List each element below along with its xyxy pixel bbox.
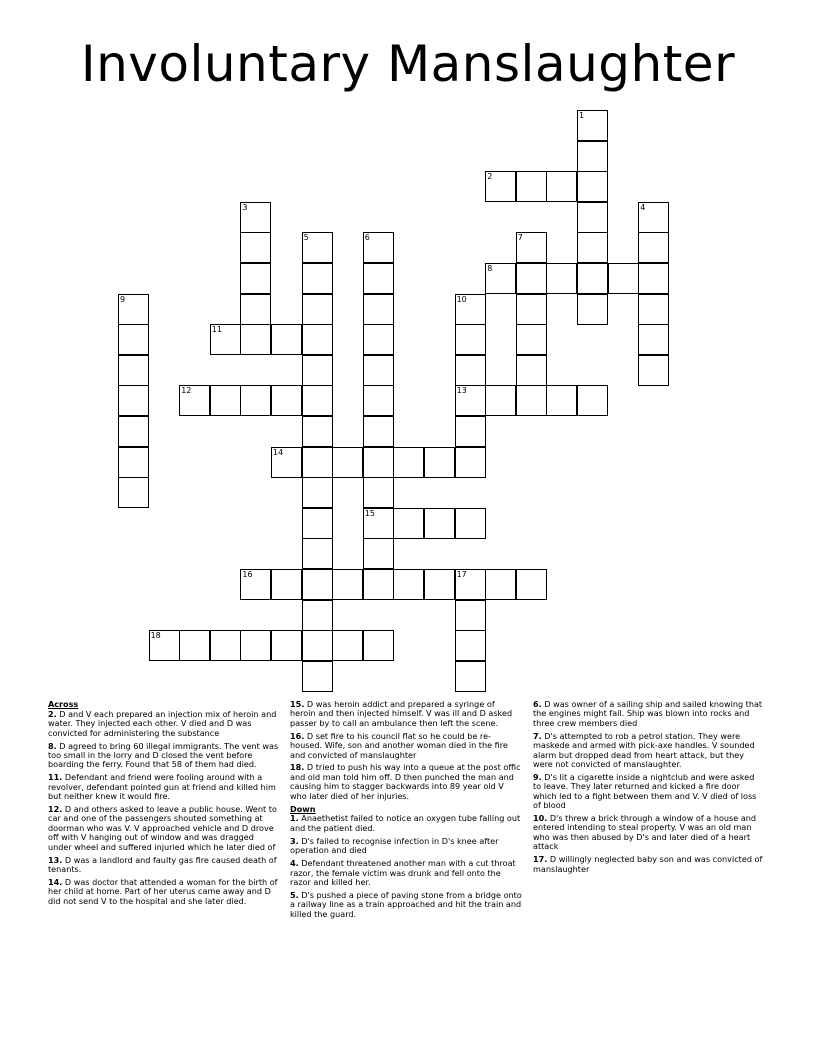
clue-number-label: 10. (533, 812, 548, 823)
clue-text: Defendant threatened another man with a cut throat razor, the female victim was drunk and fell onto the razor and killed her. (290, 858, 516, 887)
clue-column-1 (48, 700, 280, 910)
grid-cell[interactable] (455, 600, 486, 631)
clue-text: D's threw a brick through a window of a house and entered intending to steal property. V was an old man who was then abused by D's and later died of a heart attack (533, 812, 757, 852)
grid-cell[interactable] (577, 263, 608, 294)
grid-cell[interactable] (332, 569, 363, 600)
grid-cell[interactable] (240, 263, 271, 294)
clue-number: 4 (640, 202, 646, 212)
grid-cell[interactable] (424, 508, 455, 539)
clue-text: D was a landlord and faulty gas fire caused death of tenants. (48, 854, 277, 874)
grid-cell[interactable] (118, 355, 149, 386)
grid-cell[interactable] (577, 232, 608, 263)
grid-cell[interactable] (332, 447, 363, 478)
grid-cell[interactable] (271, 569, 302, 600)
clue-text: D willingly neglected baby son and was convicted of manslaughter (533, 854, 763, 874)
grid-cell[interactable] (455, 508, 486, 539)
grid-cell[interactable] (302, 569, 333, 600)
down-header: Down (290, 803, 316, 814)
clue-number-label: 13. (48, 854, 63, 865)
grid-cell[interactable] (240, 385, 271, 416)
grid-cell[interactable] (302, 324, 333, 355)
clue-number-label: 17. (533, 854, 548, 865)
clue-text: D set fire to his council flat so he could be re-housed. Wife, son and another woman died in the fire and convicted of manslaughter (290, 730, 508, 760)
clue-number: 6 (364, 233, 370, 243)
grid-cell[interactable] (577, 171, 608, 202)
across-clue (290, 732, 522, 760)
grid-cell[interactable] (546, 385, 577, 416)
clue-number: 13 (456, 386, 467, 396)
across-clue (48, 710, 280, 738)
clue-number-label: 11. (48, 772, 63, 783)
down-clue (290, 814, 522, 833)
grid-cell[interactable] (210, 385, 241, 416)
grid-cell[interactable] (638, 294, 669, 325)
clue-number-label: 6. (533, 699, 542, 709)
grid-cell[interactable] (424, 569, 455, 600)
grid-cell[interactable] (363, 630, 394, 661)
grid-cell[interactable] (271, 324, 302, 355)
grid-cell[interactable] (302, 600, 333, 631)
down-clue (533, 700, 765, 728)
grid-cell[interactable] (363, 294, 394, 325)
grid-cell[interactable] (393, 447, 424, 478)
grid-cell[interactable] (302, 294, 333, 325)
down-clue (290, 891, 522, 919)
down-clue (533, 732, 765, 770)
clue-text: D and others asked to leave a public house. Went to car and one of the passengers shouted something at doorman who was V. V approached vehicle and D drove off with V hanging out of window and was dragged under wheel and suffered injuried which he later died of (48, 804, 277, 852)
clue-number-label: 4. (290, 858, 299, 869)
across-clue (48, 856, 280, 875)
clue-text: D's lit a cigarette inside a nightclub and were asked to leave. They later returned and kicked a fire door which led to a fight between them and V. V died of loss of blood (533, 771, 757, 811)
grid-cell[interactable] (455, 661, 486, 692)
grid-cell[interactable] (516, 263, 547, 294)
grid-cell[interactable] (638, 324, 669, 355)
grid-cell[interactable] (363, 355, 394, 386)
grid-cell[interactable] (638, 232, 669, 263)
grid-cell[interactable] (118, 477, 149, 508)
clue-number: 8 (487, 264, 493, 273)
clue-number: 10 (456, 294, 467, 304)
grid-cell[interactable] (179, 630, 210, 661)
grid-cell[interactable] (363, 447, 394, 478)
grid-cell[interactable] (638, 263, 669, 294)
grid-cell[interactable] (302, 447, 333, 478)
grid-cell[interactable] (363, 263, 394, 294)
grid-cell[interactable] (271, 385, 302, 416)
grid-cell[interactable] (455, 630, 486, 661)
clue-number: 18 (150, 631, 161, 641)
grid-cell[interactable] (485, 385, 516, 416)
clue-number-label: 8. (48, 740, 57, 751)
grid-cell[interactable] (516, 355, 547, 386)
grid-cell[interactable] (271, 630, 302, 661)
grid-cell[interactable] (363, 385, 394, 416)
grid-cell[interactable] (516, 294, 547, 325)
clue-number: 7 (517, 233, 523, 243)
clue-number-label: 12. (48, 804, 63, 815)
clue-text: D's pushed a piece of paving stone from a bridge onto a railway line as a train approached and hit the train and killed the guard. (290, 889, 522, 919)
grid-cell[interactable] (240, 630, 271, 661)
grid-cell[interactable] (118, 324, 149, 355)
clue-number: 15 (364, 508, 375, 518)
clue-number-label: 14. (48, 876, 63, 887)
clue-number: 9 (120, 294, 126, 304)
grid-cell[interactable] (638, 355, 669, 386)
grid-cell[interactable] (302, 355, 333, 386)
down-clue (533, 855, 765, 874)
grid-cell[interactable] (363, 477, 394, 508)
grid-cell[interactable] (546, 171, 577, 202)
clue-text: Defendant and friend were fooling around with a revolver, defendant pointed gun at friend and killed him but neither knew it would fire. (48, 772, 276, 802)
across-clue (290, 763, 522, 801)
clue-number: 11 (211, 325, 222, 335)
grid-cell[interactable] (577, 202, 608, 233)
grid-cell[interactable] (302, 508, 333, 539)
grid-cell[interactable] (516, 569, 547, 600)
grid-cell[interactable] (577, 141, 608, 172)
down-clue (533, 814, 765, 852)
clue-text: D was owner of a sailing ship and sailed knowing that the engines might fail. Ship was blown into rocks and three crew members died (533, 699, 763, 728)
clue-column-2 (290, 700, 522, 923)
across-clue (48, 878, 280, 906)
grid-cell[interactable] (516, 324, 547, 355)
grid-cell[interactable] (240, 324, 271, 355)
grid-cell[interactable] (455, 355, 486, 386)
grid-cell[interactable] (302, 385, 333, 416)
across-clue (48, 742, 280, 770)
grid-cell[interactable] (210, 630, 241, 661)
grid-cell[interactable] (240, 294, 271, 325)
clue-number: 12 (181, 386, 192, 396)
grid-cell[interactable] (363, 569, 394, 600)
grid-cell[interactable] (302, 477, 333, 508)
grid-cell[interactable] (302, 538, 333, 569)
clue-number: 14 (273, 447, 284, 457)
clue-number-label: 15. (290, 699, 305, 709)
grid-cell[interactable] (118, 385, 149, 416)
clue-number: 16 (242, 570, 253, 579)
grid-cell[interactable] (455, 416, 486, 447)
clue-number: 1 (579, 111, 585, 120)
clue-number-label: 7. (533, 730, 542, 741)
clue-number-label: 5. (290, 889, 299, 900)
grid-cell[interactable] (546, 263, 577, 294)
grid-cell[interactable] (302, 416, 333, 447)
clue-number: 3 (242, 202, 248, 212)
clue-number-label: 2. (48, 708, 57, 719)
puzzle-title: Involuntary Manslaughter (80, 35, 736, 93)
grid-cell[interactable] (363, 416, 394, 447)
clue-text: D's attempted to rob a petrol station. They were maskede and armed with pick-axe handles. V sounded alarm but dropped dead from heart attack, but they were not convicted of manslaughter. (533, 730, 755, 769)
grid-cell[interactable] (455, 447, 486, 478)
grid-cell[interactable] (455, 324, 486, 355)
down-clue (533, 773, 765, 811)
clue-number-label: 16. (290, 730, 305, 741)
down-clue (290, 837, 522, 856)
grid-cell[interactable] (516, 385, 547, 416)
clue-text: D was doctor that attended a woman for the birth of her child at home. Part of her uterus came away and D did not send V to the hospital and she later died. (48, 876, 278, 906)
grid-cell[interactable] (577, 294, 608, 325)
clue-number: 2 (487, 172, 493, 182)
clue-number: 5 (303, 233, 309, 243)
clue-column-3 (533, 700, 765, 877)
grid-cell[interactable] (393, 508, 424, 539)
grid-cell[interactable] (363, 538, 394, 569)
clue-number-label: 18. (290, 762, 305, 773)
grid-cell[interactable] (302, 630, 333, 661)
clue-number-label: 3. (290, 835, 299, 846)
grid-cell[interactable] (302, 661, 333, 692)
clue-text: D and V each prepared an injection mix of heroin and water. They injected each other. V died and D was convicted for administering the substance (48, 708, 277, 738)
grid-cell[interactable] (485, 569, 516, 600)
grid-cell[interactable] (118, 416, 149, 447)
clue-number: 17 (456, 570, 467, 579)
grid-cell[interactable] (118, 447, 149, 478)
down-clue (290, 859, 522, 887)
clue-text: D agreed to bring 60 illegal immigrants. The vent was too small in the lorry and D closed the vent before boarding the ferry. Found that 58 of them had died. (48, 740, 279, 770)
grid-cell[interactable] (240, 232, 271, 263)
clue-text: D was heroin addict and prepared a syringe of heroin and then injected himself. V was ill and D asked passer by to call an ambulance then left the scene. (290, 699, 513, 728)
across-clue (290, 700, 522, 728)
across-clue (48, 805, 280, 852)
across-header: Across (48, 699, 79, 709)
grid-cell[interactable] (393, 569, 424, 600)
clue-text: Anaethetist failed to notice an oxygen tube falling out and the patient died. (290, 813, 521, 833)
grid-cell[interactable] (363, 324, 394, 355)
grid-cell[interactable] (577, 385, 608, 416)
grid-cell[interactable] (424, 447, 455, 478)
clue-number-label: 9. (533, 771, 542, 782)
across-clue (48, 773, 280, 801)
clue-text: D's failed to recognise infection in D's knee after operation and died (290, 835, 499, 856)
clue-number-label: 1. (290, 813, 299, 824)
grid-cell[interactable] (608, 263, 639, 294)
grid-cell[interactable] (516, 171, 547, 202)
grid-cell[interactable] (302, 263, 333, 294)
grid-cell[interactable] (332, 630, 363, 661)
clue-text: D tried to push his way into a queue at the post offic and old man told him off. D then punched the man and causing him to stagger backwards into 89 year old V who later died of her injuries. (290, 762, 521, 801)
